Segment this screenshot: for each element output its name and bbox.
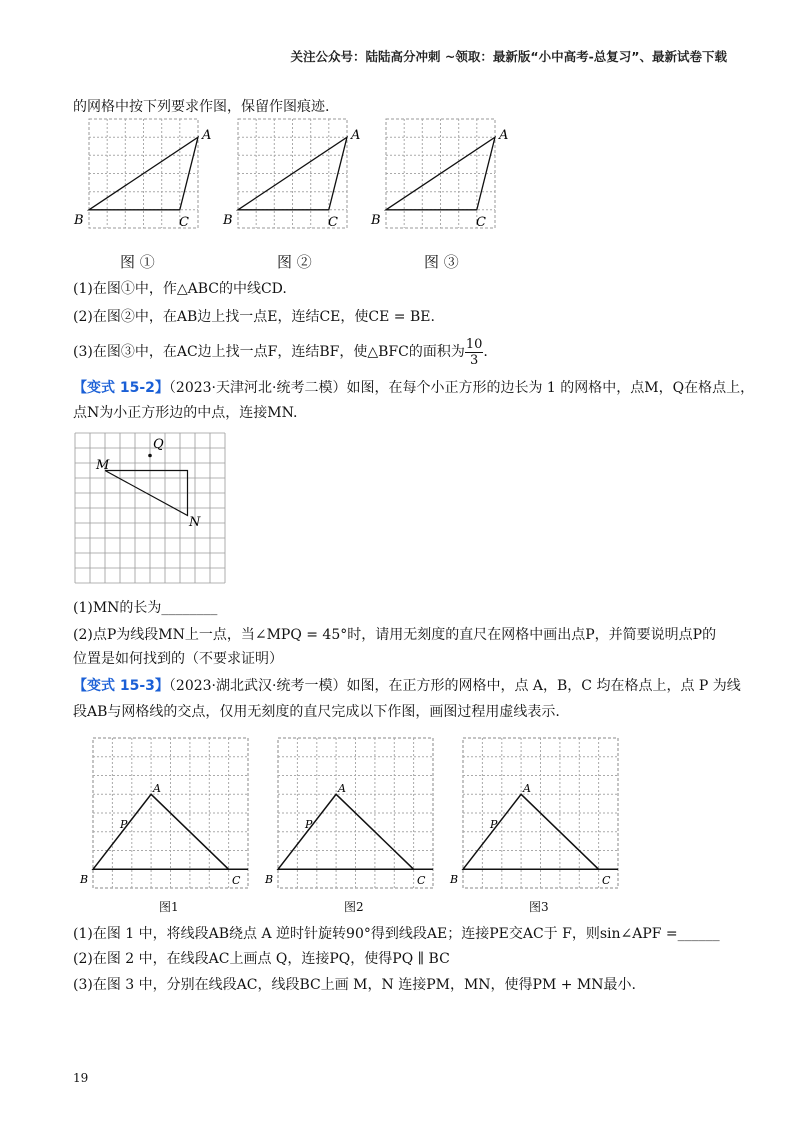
figure-15-3-2 [264,738,433,888]
fraction-denominator: 3 [469,352,479,368]
label-a: A [351,128,361,143]
caption-fig-1: 图 ① [120,253,155,271]
label-n: N [189,515,201,530]
grid-figure-mn [70,430,235,592]
label-b: B [265,873,274,886]
label-a: A [153,782,161,795]
caption-fig-2: 图 ② [277,253,312,271]
variant-15-2-part-2b: 位置是如何找到的（不要求证明） [73,651,283,667]
variant-15-2-text: （2023·天津河北·统考二模）如图，在每个小正方形的边长为 1 的网格中，点M，Q在格点上， [168,380,755,396]
label-q: Q [153,437,164,452]
figure-3 [370,119,508,230]
q1-part-3 [73,334,488,370]
caption-fig2: 图2 [344,900,364,914]
label-b: B [223,213,233,228]
label-c: C [328,215,338,230]
intro-text: 的网格中按下列要求作图，保留作图痕迹. [73,99,330,115]
variant-15-3-part-1: (1)在图 1 中，将线段AB绕点 A 逆时针旋转90°得到线段AE；连接PE交AC于 F，则sin∠APF =______ [73,926,720,942]
fraction-numerator: 10 [465,336,483,352]
variant-15-3-line-2: 段AB与网格线的交点，仅用无刻度的直尺完成以下作图，画图过程用虚线表示. [73,704,560,720]
label-a: A [499,128,509,143]
label-b: B [74,213,84,228]
label-c: C [232,874,241,887]
figure-2 [222,119,360,230]
point-q [148,454,152,458]
label-a: A [523,782,531,795]
label-p: P [305,818,313,831]
label-m: M [96,458,110,473]
page-header: 关注公众号：陆陆高分冲刺 ~领取：最新版“小中高考-总复习”、最新试卷下载 [290,49,727,64]
variant-15-2-part-2: (2)点P为线段MN上一点，当∠MPQ = 45°时，请用无刻度的直尺在网格中画出点P，并简要说明点P的 [73,627,717,643]
label-a: A [202,128,212,143]
label-c: C [179,215,189,230]
page-number: 19 [73,1071,89,1085]
caption-fig-3: 图 ③ [424,253,459,271]
label-p: P [120,818,128,831]
variant-15-3-part-3: (3)在图 3 中，分别在线段AC，线段BC上画 M，N 连接PM，MN，使得PM + MN最小. [73,977,636,993]
q1-part-3-text: (3)在图③中，在AC边上找一点F，连结BF，使△BFC的面积为 [73,344,465,360]
triangle-grid-figures [74,730,644,895]
label-c: C [417,874,426,887]
label-c: C [476,215,486,230]
label-p: P [490,818,498,831]
figure-15-3-3 [449,738,618,888]
label-b: B [80,873,89,886]
q1-part-2: (2)在图②中，在AB边上找一点E，连结CE，使CE = BE. [73,309,435,325]
variant-15-2-line-2: 点N为小正方形边的中点，连接MN. [73,405,298,421]
triangle-figures [70,113,530,238]
q1-part-1: (1)在图①中，作△ABC的中线CD. [73,281,287,297]
variant-15-3-text: （2023·湖北武汉·统考一模）如图，在正方形的网格中，点 A，B，C 均在格点上，点 P 为线 [168,678,741,694]
variant-15-3-line-1 [73,676,741,696]
caption-fig3: 图3 [529,900,549,914]
variant-15-3-tag: 【变式 15-3】 [73,678,169,694]
label-c: C [602,874,611,887]
variant-15-2-part-1: (1)MN的长为________ [73,600,218,616]
figure-1 [73,119,211,230]
label-a: A [338,782,346,795]
label-b: B [371,213,381,228]
figure-15-3-1 [79,738,248,888]
variant-15-3-part-2: (2)在图 2 中，在线段AC上画点 Q，连接PQ，使得PQ ∥ BC [73,951,450,967]
q1-part-3-end: . [483,344,488,360]
fraction-ten-thirds [465,337,484,368]
label-b: B [450,873,459,886]
caption-fig1: 图1 [159,900,179,914]
variant-15-2-tag: 【变式 15-2】 [73,380,169,396]
variant-15-2-line-1 [73,378,754,398]
